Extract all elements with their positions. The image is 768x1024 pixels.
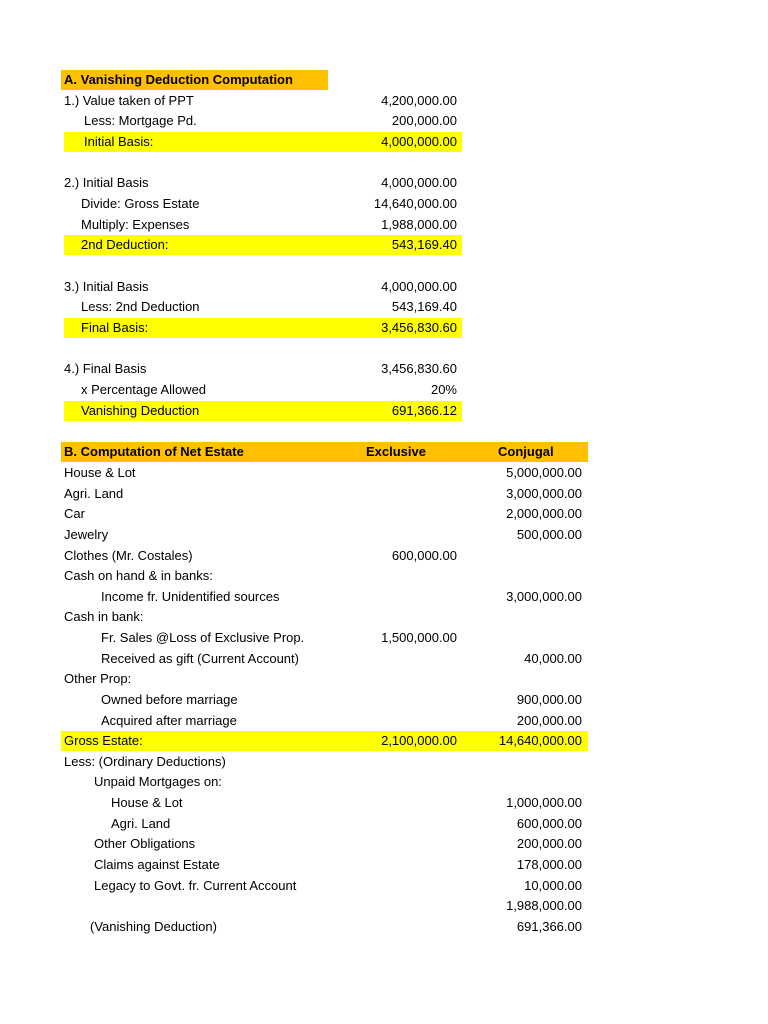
table-row <box>0 546 768 566</box>
step3-less-value: 543,169.40 <box>391 299 457 314</box>
step1-less-value: 200,000.00 <box>391 113 457 128</box>
table-row <box>0 793 768 813</box>
vanishing-deduction-label: Vanishing Deduction <box>81 403 200 418</box>
initial-basis-value: 4,000,000.00 <box>381 134 457 149</box>
final-basis-row <box>0 318 768 338</box>
table-row <box>0 772 768 792</box>
second-deduction-label: 2nd Deduction: <box>81 237 169 252</box>
conjugal-cell: 14,640,000.00 <box>498 733 582 748</box>
conjugal-cell: 1,000,000.00 <box>506 795 582 810</box>
row-label: (Vanishing Deduction) <box>90 919 217 934</box>
row-label: Less: (Ordinary Deductions) <box>64 754 226 769</box>
table-row <box>0 896 768 916</box>
step4-value: 3,456,830.60 <box>381 361 457 376</box>
exclusive-cell: 2,100,000.00 <box>381 733 457 748</box>
step2-divide-value: 14,640,000.00 <box>373 196 457 211</box>
exclusive-cell: 1,500,000.00 <box>381 630 457 645</box>
row-label: Fr. Sales @Loss of Exclusive Prop. <box>101 630 305 645</box>
exclusive-cell <box>300 607 457 627</box>
exclusive-cell <box>300 463 457 483</box>
conjugal-cell: 900,000.00 <box>516 692 582 707</box>
section-b-title: B. Computation of Net Estate <box>64 444 244 459</box>
step2-value: 4,000,000.00 <box>381 175 457 190</box>
step4-pct-label: x Percentage Allowed <box>81 382 207 397</box>
row-label: Acquired after marriage <box>101 713 237 728</box>
step3-row <box>0 277 768 297</box>
exclusive-cell <box>300 711 457 731</box>
step2-label: 2.) Initial Basis <box>64 175 149 190</box>
conjugal-cell: 200,000.00 <box>516 713 582 728</box>
vanishing-deduction-value: 691,366.12 <box>391 403 457 418</box>
exclusive-cell <box>300 587 457 607</box>
conjugal-cell: 200,000.00 <box>516 836 582 851</box>
exclusive-cell <box>300 917 457 937</box>
row-label: House & Lot <box>64 465 136 480</box>
exclusive-cell <box>300 834 457 854</box>
table-row <box>0 876 768 896</box>
row-label: Car <box>64 506 85 521</box>
table-row <box>0 607 768 627</box>
conjugal-cell: 5,000,000.00 <box>506 465 582 480</box>
table-row <box>0 814 768 834</box>
row-label: Income fr. Unidentified sources <box>101 589 280 604</box>
final-basis-value: 3,456,830.60 <box>381 320 457 335</box>
exclusive-cell <box>300 484 457 504</box>
step4-row <box>0 359 768 379</box>
row-label: Other Prop: <box>64 671 132 686</box>
section-a-title: A. Vanishing Deduction Computation <box>64 72 293 87</box>
table-row <box>0 649 768 669</box>
column-header-exclusive: Exclusive <box>366 444 426 459</box>
conjugal-cell: 600,000.00 <box>516 816 582 831</box>
table-row <box>0 463 768 483</box>
conjugal-cell: 3,000,000.00 <box>506 486 582 501</box>
row-label: Cash in bank: <box>64 609 144 624</box>
step2-multiply-row <box>0 215 768 235</box>
row-label: Jewelry <box>64 527 109 542</box>
second-deduction-value: 543,169.40 <box>391 237 457 252</box>
table-row <box>0 834 768 854</box>
step3-value: 4,000,000.00 <box>381 279 457 294</box>
second-deduction-row <box>0 235 768 255</box>
step1-row <box>0 91 768 111</box>
table-row <box>0 628 768 648</box>
exclusive-cell <box>300 752 457 772</box>
row-label: Other Obligations <box>94 836 196 851</box>
exclusive-cell: 600,000.00 <box>391 548 457 563</box>
conjugal-cell <box>460 772 582 792</box>
table-row <box>0 690 768 710</box>
conjugal-cell <box>460 546 582 566</box>
exclusive-cell <box>300 793 457 813</box>
step2-row <box>0 173 768 193</box>
table-row <box>0 731 768 751</box>
conjugal-cell <box>460 566 582 586</box>
conjugal-cell: 3,000,000.00 <box>506 589 582 604</box>
section-b-header-row <box>0 442 768 462</box>
conjugal-cell: 10,000.00 <box>524 878 582 893</box>
table-row <box>0 752 768 772</box>
step4-label: 4.) Final Basis <box>64 361 147 376</box>
section-a-title-row <box>0 70 768 90</box>
conjugal-cell: 691,366.00 <box>516 919 582 934</box>
table-row <box>0 484 768 504</box>
exclusive-cell <box>300 504 457 524</box>
table-row <box>0 504 768 524</box>
step1-label: 1.) Value taken of PPT <box>64 93 194 108</box>
row-label: Agri. Land <box>64 486 124 501</box>
row-label: Unpaid Mortgages on: <box>94 774 222 789</box>
exclusive-cell <box>300 649 457 669</box>
step2-multiply-label: Multiply: Expenses <box>81 217 190 232</box>
exclusive-cell <box>300 855 457 875</box>
step2-divide-row <box>0 194 768 214</box>
step3-label: 3.) Initial Basis <box>64 279 149 294</box>
step3-less-row <box>0 297 768 317</box>
conjugal-cell: 1,988,000.00 <box>506 898 582 913</box>
conjugal-cell: 2,000,000.00 <box>506 506 582 521</box>
initial-basis-row <box>0 132 768 152</box>
exclusive-cell <box>300 814 457 834</box>
row-label: Owned before marriage <box>101 692 238 707</box>
step2-divide-label: Divide: Gross Estate <box>81 196 200 211</box>
exclusive-cell <box>300 690 457 710</box>
row-label: Legacy to Govt. fr. Current Account <box>94 878 297 893</box>
step1-less-label: Less: Mortgage Pd. <box>84 113 197 128</box>
step1-value: 4,200,000.00 <box>381 93 457 108</box>
step4-pct-row <box>0 380 768 400</box>
column-header-conjugal: Conjugal <box>498 444 554 459</box>
exclusive-cell <box>300 525 457 545</box>
exclusive-cell <box>300 669 457 689</box>
conjugal-cell <box>460 628 582 648</box>
row-label: Received as gift (Current Account) <box>101 651 299 666</box>
step2-multiply-value: 1,988,000.00 <box>381 217 457 232</box>
step1-less-row <box>0 111 768 131</box>
row-label: Clothes (Mr. Costales) <box>64 548 193 563</box>
initial-basis-label: Initial Basis: <box>84 134 154 149</box>
row-label: Claims against Estate <box>94 857 220 872</box>
conjugal-cell: 500,000.00 <box>516 527 582 542</box>
step3-less-label: Less: 2nd Deduction <box>81 299 200 314</box>
vanishing-deduction-row <box>0 401 768 421</box>
table-row <box>0 566 768 586</box>
row-label: Agri. Land <box>111 816 171 831</box>
table-row <box>0 711 768 731</box>
exclusive-cell <box>300 566 457 586</box>
row-label: Gross Estate: <box>64 733 143 748</box>
conjugal-cell: 178,000.00 <box>516 857 582 872</box>
exclusive-cell <box>300 772 457 792</box>
table-row <box>0 855 768 875</box>
table-row <box>0 587 768 607</box>
final-basis-label: Final Basis: <box>81 320 149 335</box>
row-label: Cash on hand & in banks: <box>64 568 213 583</box>
conjugal-cell: 40,000.00 <box>524 651 582 666</box>
step4-pct-value: 20% <box>430 382 457 397</box>
conjugal-cell <box>460 607 582 627</box>
table-row <box>0 917 768 937</box>
table-row <box>0 525 768 545</box>
exclusive-cell <box>300 896 457 916</box>
table-row <box>0 669 768 689</box>
conjugal-cell <box>460 669 582 689</box>
exclusive-cell <box>300 876 457 896</box>
row-label: House & Lot <box>111 795 183 810</box>
conjugal-cell <box>460 752 582 772</box>
